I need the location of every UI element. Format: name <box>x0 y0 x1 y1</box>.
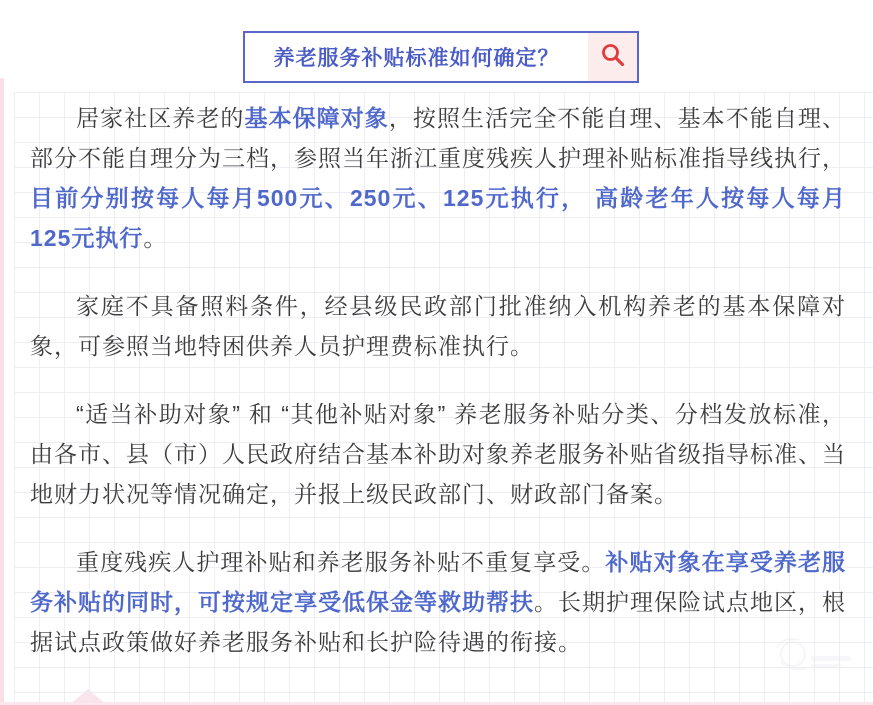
left-accent-stripe <box>0 78 4 705</box>
highlighted-text: 基本保障对象 <box>244 105 389 131</box>
paragraph-text: 重度残疾人护理补贴和养老服务补贴不重复享受。 <box>76 549 606 575</box>
paragraph-3 <box>30 394 846 514</box>
page-title: 养老服务补贴标准如何确定？ <box>273 47 560 70</box>
highlighted-text: 补贴对象在享受养老服务补贴的同时，可按规定享受低保金等救助帮扶 <box>30 549 847 615</box>
paragraph-2 <box>30 286 846 366</box>
search-button[interactable] <box>588 33 637 81</box>
paragraph-text: 家庭不具备照料条件，经县级民政部门批准纳入机构养老的基本保障对象，可参照当地特困供养人员护理费标准执行。 <box>30 293 846 359</box>
paragraph-text: “适当补助对象” 和 “其他补贴对象” 养老服务补贴分类、分档发放标准，由各市、县（市）人民政府结合基本补助对象养老服务补贴省级指导标准、当地财力状况等情况确定，并报上级民政部门、财政部门备案。 <box>30 401 846 507</box>
paragraph-text: 。 <box>143 225 168 251</box>
paragraph-4 <box>30 542 846 662</box>
paragraph-text: 居家社区养老的 <box>76 105 245 131</box>
paragraph-text: 。长期护理保险试点地区，根据试点政策做好养老服务补贴和长护险待遇的衔接。 <box>30 589 846 655</box>
title-search-box <box>243 31 639 83</box>
content-sheet <box>14 92 873 702</box>
paragraph-1 <box>30 98 846 258</box>
highlighted-text: 目前分别按每人每月500元、250元、125元执行， 高龄老年人按每人每月125元执行 <box>30 185 846 251</box>
magnifier-icon <box>600 42 626 73</box>
article <box>30 98 846 690</box>
paragraph-text: ，按照生活完全不能自理、基本不能自理、部分不能自理分为三档，参照当年浙江重度残疾人护理补贴标准指导线执行， <box>30 105 847 171</box>
